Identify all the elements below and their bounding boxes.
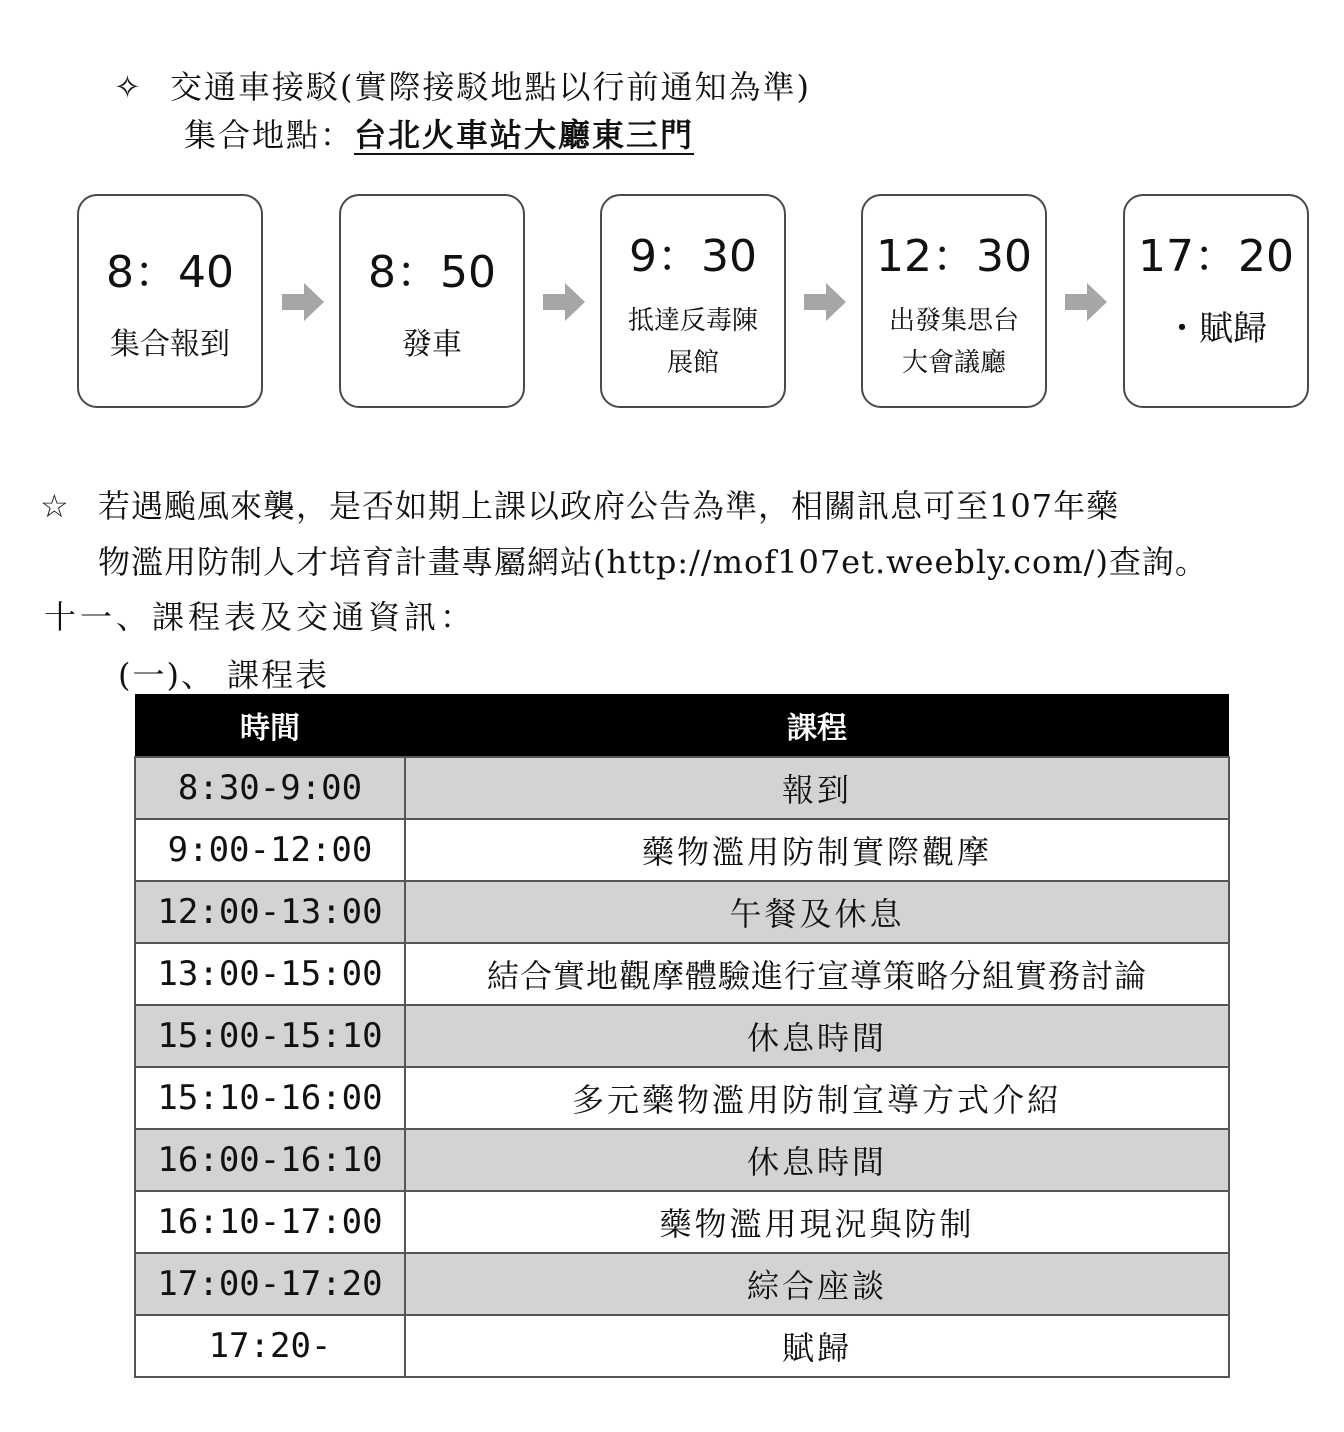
notice-line1: 若遇颱風來襲，是否如期上課以政府公告為準，相關訊息可至107年藥 bbox=[98, 487, 1120, 525]
step-time: 9：30 bbox=[629, 231, 757, 282]
typhoon-notice bbox=[40, 478, 1310, 590]
row-time: 13:00-15:00 bbox=[135, 943, 405, 1005]
step-desc bbox=[602, 300, 784, 384]
notice-line2: 物濫用防制人才培育計畫專屬網站(http://mof107et.weebly.com/)查詢。 bbox=[98, 543, 1208, 581]
step-desc: 集合報到 bbox=[110, 327, 230, 362]
subsection-heading: (一)、 課程表 bbox=[118, 656, 330, 694]
table-row bbox=[135, 1067, 1229, 1129]
shuttle-heading bbox=[114, 62, 811, 108]
row-course: 休息時間 bbox=[405, 1005, 1229, 1067]
step-time: 8：50 bbox=[368, 247, 496, 298]
row-time: 17:00-17:20 bbox=[135, 1253, 405, 1315]
table-header-row bbox=[135, 694, 1229, 757]
row-time: 16:10-17:00 bbox=[135, 1191, 405, 1253]
step-time: 8：40 bbox=[106, 247, 234, 298]
table-row bbox=[135, 1191, 1229, 1253]
row-time: 16:00-16:10 bbox=[135, 1129, 405, 1191]
row-course: 藥物濫用現況與防制 bbox=[405, 1191, 1229, 1253]
row-course: 結合實地觀摩體驗進行宣導策略分組實務討論 bbox=[405, 943, 1229, 1005]
diamond-bullet-icon: ✧ bbox=[114, 68, 143, 106]
meeting-place: 台北火車站大廳東三門 bbox=[354, 116, 695, 154]
step-desc-line1: 抵達反毒陳 bbox=[627, 306, 758, 336]
timeline-step-depart bbox=[339, 194, 525, 408]
row-time: 8:30-9:00 bbox=[135, 757, 405, 819]
row-course: 綜合座談 bbox=[405, 1253, 1229, 1315]
table-row bbox=[135, 1005, 1229, 1067]
right-arrow-icon bbox=[804, 280, 848, 324]
step-desc bbox=[863, 300, 1045, 384]
step-desc-line2: 大會議廳 bbox=[901, 348, 1006, 378]
shuttle-title: 交通車接駁(實際接駁地點以行前通知為準) bbox=[170, 68, 811, 106]
step-desc-line1: 出發集思台 bbox=[888, 306, 1019, 336]
table-row bbox=[135, 1315, 1229, 1377]
row-course: 藥物濫用防制實際觀摩 bbox=[405, 819, 1229, 881]
row-time: 9:00-12:00 bbox=[135, 819, 405, 881]
section-heading: 十一、課程表及交通資訊： bbox=[44, 598, 477, 636]
timeline-step-conference bbox=[861, 194, 1047, 408]
right-arrow-icon bbox=[1065, 280, 1109, 324]
row-course: 多元藥物濫用防制宣導方式介紹 bbox=[405, 1067, 1229, 1129]
step-time: 12：30 bbox=[876, 231, 1032, 282]
table-row bbox=[135, 881, 1229, 943]
timeline-step-return bbox=[1123, 194, 1309, 408]
row-time: 15:10-16:00 bbox=[135, 1067, 405, 1129]
row-course: 休息時間 bbox=[405, 1129, 1229, 1191]
meeting-label: 集合地點： bbox=[184, 116, 355, 154]
row-time: 15:00-15:10 bbox=[135, 1005, 405, 1067]
header-time: 時間 bbox=[135, 694, 405, 757]
table-row bbox=[135, 757, 1229, 819]
timeline-step-museum bbox=[600, 194, 786, 408]
table-row bbox=[135, 1129, 1229, 1191]
table-row bbox=[135, 943, 1229, 1005]
row-time: 12:00-13:00 bbox=[135, 881, 405, 943]
table-row bbox=[135, 819, 1229, 881]
step-desc: 發車 bbox=[402, 327, 462, 362]
row-course: 賦歸 bbox=[405, 1315, 1229, 1377]
step-desc-line2: 展館 bbox=[666, 348, 719, 378]
row-course: 報到 bbox=[405, 757, 1229, 819]
row-course: 午餐及休息 bbox=[405, 881, 1229, 943]
step-desc: ・賦歸 bbox=[1165, 309, 1267, 349]
timeline-step-assembly bbox=[77, 194, 263, 408]
row-time: 17:20- bbox=[135, 1315, 405, 1377]
right-arrow-icon bbox=[282, 280, 326, 324]
table-row bbox=[135, 1253, 1229, 1315]
header-course: 課程 bbox=[405, 694, 1229, 757]
star-bullet-icon: ☆ bbox=[40, 487, 70, 525]
step-time: 17：20 bbox=[1138, 231, 1294, 282]
right-arrow-icon bbox=[543, 280, 587, 324]
meeting-point-line bbox=[184, 110, 718, 156]
schedule-table bbox=[134, 694, 1230, 1378]
